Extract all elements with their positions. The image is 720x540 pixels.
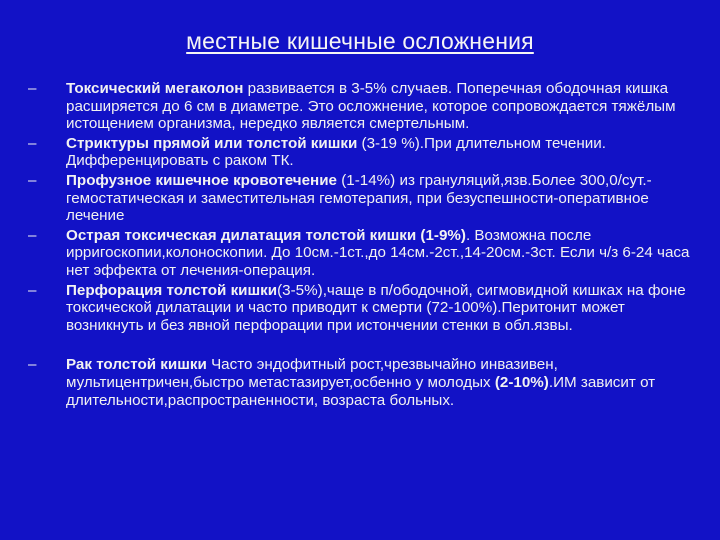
item-text: (3-5%),чаще в п/ободочной, сигмовидной кишках на фоне токсической дилатации и часто приводит к смерти (72-100%).Перитонит может возникнуть и без явной перфорации при истончении стенки в обл.язвы. xyxy=(66,281,686,334)
list-item xyxy=(26,80,706,133)
bullet-dash: – xyxy=(28,281,37,299)
item-text: Часто эндофитный рост,чрезвычайно инвазивен, мультицентричен,быстро метастазирует,осбенно у молодых xyxy=(66,356,558,391)
item-text-tail: .ИМ зависит от длительности,распространенности, возраста больных. xyxy=(66,373,656,409)
bullet-dash: – xyxy=(28,356,37,374)
item-text: . Возможна после ирригоскопии,колоноскопии. До 10см.-1ст.,до 14см.-2ст.,14-20см.-3ст. Если ч/з 6-24 часа нет эффекта от лечения-операция. xyxy=(66,226,690,279)
item-heading: Рак толстой кишки xyxy=(66,356,207,374)
item-heading: Перфорация толстой кишки xyxy=(66,281,278,299)
item-heading: Стриктуры прямой или толстой кишки xyxy=(66,134,358,152)
bullet-dash: – xyxy=(28,80,37,97)
item-text: развивается в 3-5% случаев. Поперечная ободочная кишка расширяется до 6 см в диаметре. Это осложнение, которое сопровождается тяжёлым истощением организма, нередко является смертельным. xyxy=(66,80,676,133)
item-heading: Токсический мегаколон xyxy=(66,80,244,97)
bullet-list xyxy=(26,80,706,411)
bullet-dash: – xyxy=(28,134,37,152)
item-heading: Острая токсическая дилатация толстой кишки (1-9%) xyxy=(66,226,466,244)
list-item xyxy=(26,172,706,225)
list-item xyxy=(26,356,706,409)
item-text: (3-19 %).При длительном течении. Дифференцировать с раком ТК. xyxy=(66,134,606,170)
bullet-dash: – xyxy=(28,171,37,189)
list-item xyxy=(26,282,706,335)
list-item xyxy=(26,227,706,280)
item-highlight: (2-10%) xyxy=(494,373,549,391)
list-item xyxy=(26,135,706,170)
item-text: (1-14%) из грануляций,язв.Более 300,0/сут.- гемостатическая и заместительная гемотерапия, при безуспешности-оперативное лечение xyxy=(66,171,652,225)
slide-title: местные кишечные осложнения xyxy=(186,28,534,54)
bullet-dash: – xyxy=(28,226,37,244)
item-heading: Профузное кишечное кровотечение xyxy=(66,171,337,189)
